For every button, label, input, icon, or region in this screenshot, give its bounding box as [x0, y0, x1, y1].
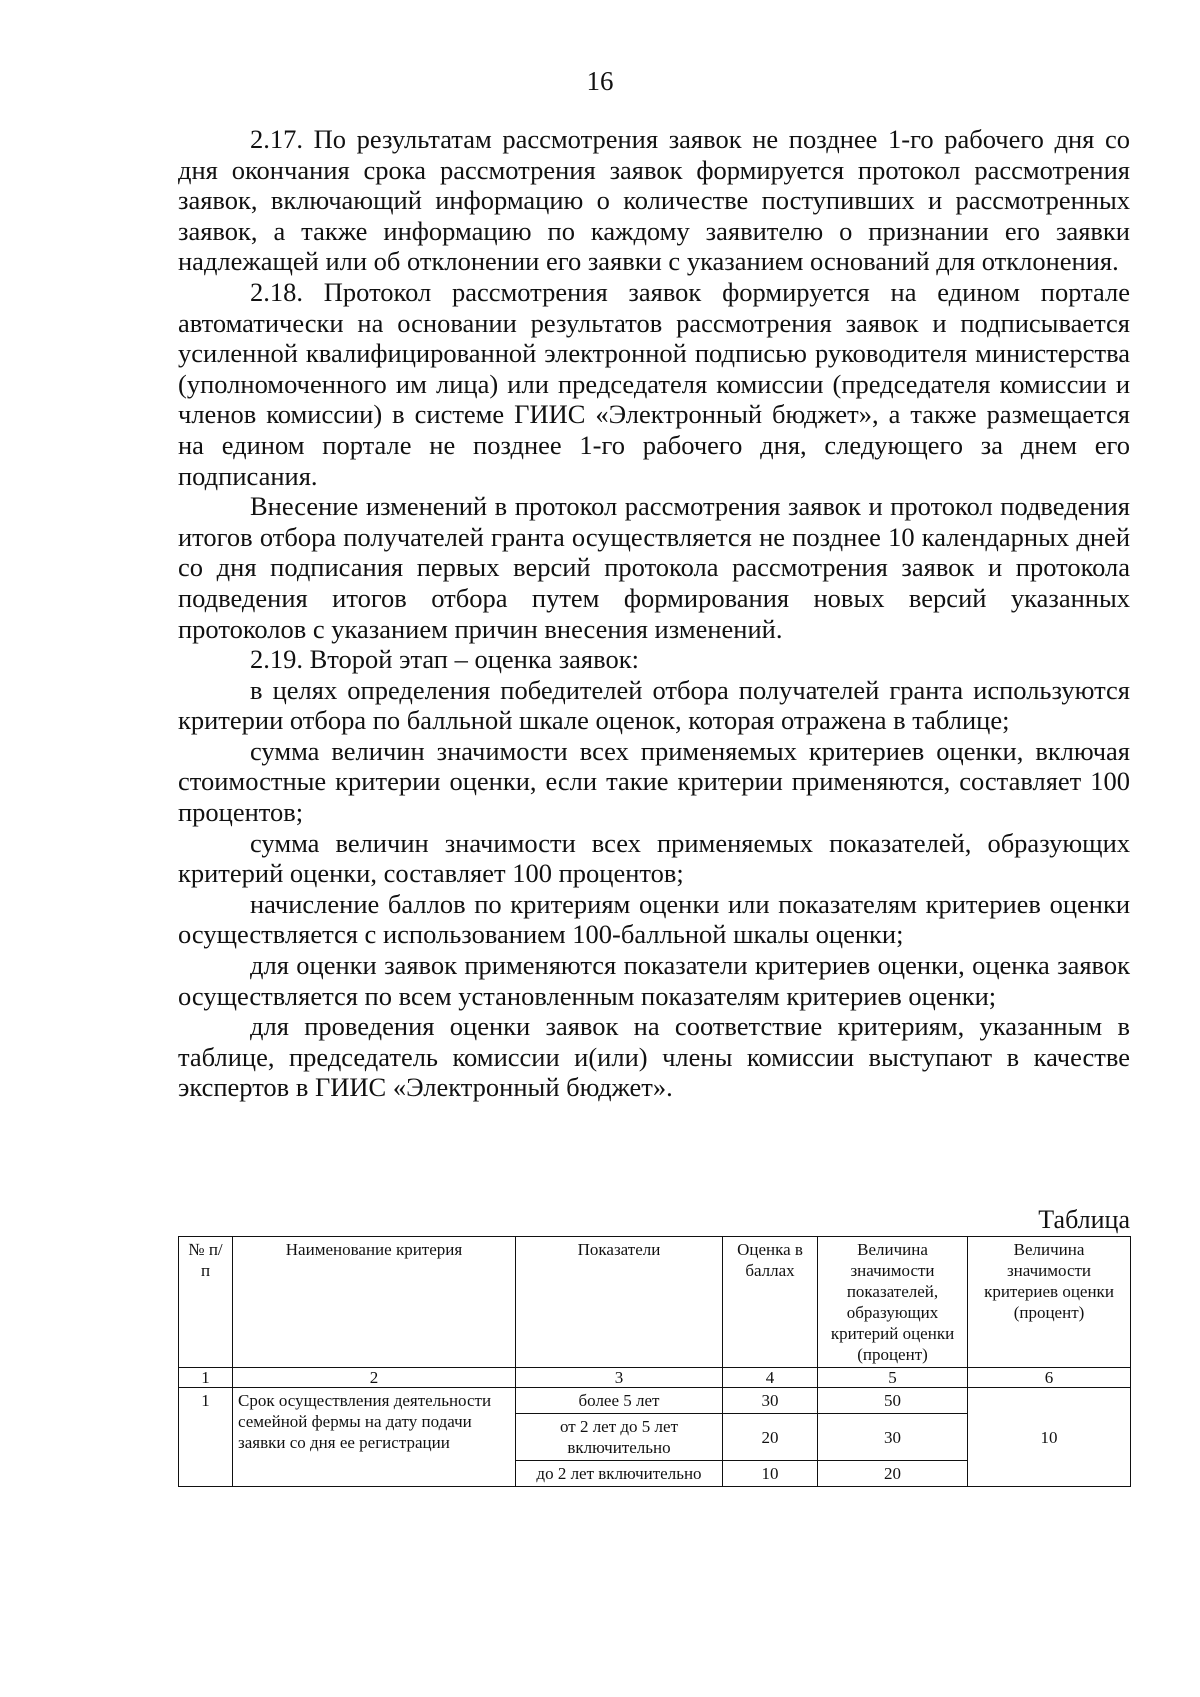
row-number: 1	[179, 1388, 233, 1487]
header-indicators: Показатели	[516, 1237, 723, 1368]
paragraph-criteria-sum: сумма величин значимости всех применяемых критериев оценки, включая стоимостные критерии оценки, если такие критерии применяются, составляет 100 процентов;	[178, 735, 1130, 828]
criterion-name: Срок осуществления деятельности семейной фермы на дату подачи заявки со дня ее регистрации	[233, 1388, 516, 1487]
paragraph-2-17: 2.17. По результатам рассмотрения заявок не позднее 1-го рабочего дня со дня окончания срока рассмотрения заявок формируется протокол рассмотрения заявок, включающий информацию о количестве поступивших и рассмотренных заявок, а также информацию по каждому заявителю о признании его заявки надлежащей или об отклонении его заявки с указанием оснований для отклонения.	[178, 124, 1130, 277]
column-number: 1	[179, 1368, 233, 1388]
table-row	[179, 1388, 1131, 1414]
indicator-weight: 50	[818, 1388, 968, 1414]
paragraph-indicators-sum: сумма величин значимости всех применяемых показателей, образующих критерий оценки, составляет 100 процентов;	[178, 827, 1130, 889]
paragraph-experts: для проведения оценки заявок на соответствие критериям, указанным в таблице, председатель комиссии и(или) члены комиссии выступают в качестве экспертов в ГИИС «Электронный бюджет».	[178, 1011, 1130, 1103]
table-caption: Таблица	[1038, 1205, 1130, 1234]
indicator-score: 20	[723, 1414, 818, 1461]
column-number: 2	[233, 1368, 516, 1388]
paragraph-assessment: для оценки заявок применяются показатели критериев оценки, оценка заявок осуществляется по всем установленным показателям критериев оценки;	[178, 950, 1130, 1011]
column-number: 5	[818, 1368, 968, 1388]
indicator-weight: 20	[818, 1461, 968, 1487]
body-text	[178, 124, 1130, 1103]
header-criterion-name: Наименование критерия	[233, 1237, 516, 1368]
page-number: 16	[586, 66, 614, 96]
criterion-weight: 10	[968, 1388, 1131, 1487]
paragraph-scoring: начисление баллов по критериям оценки или показателям критериев оценки осуществляется с использованием 100-балльной шкалы оценки;	[178, 888, 1130, 950]
header-number: № п/п	[179, 1237, 233, 1368]
indicator-label: более 5 лет	[516, 1388, 723, 1414]
column-number-row	[179, 1368, 1131, 1388]
header-criterion-weight: Величина значимости критериев оценки (процент)	[968, 1237, 1131, 1368]
paragraph-2-19: 2.19. Второй этап – оценка заявок:	[250, 644, 639, 675]
column-number: 6	[968, 1368, 1131, 1388]
indicator-label: от 2 лет до 5 лет включительно	[516, 1414, 723, 1461]
column-number: 3	[516, 1368, 723, 1388]
column-number: 4	[723, 1368, 818, 1388]
indicator-label: до 2 лет включительно	[516, 1461, 723, 1487]
indicator-weight: 30	[818, 1414, 968, 1461]
header-indicator-weight: Величина значимости показателей, образующих критерий оценки (процент)	[818, 1237, 968, 1368]
table-header-row	[179, 1237, 1131, 1368]
paragraph-2-18: 2.18. Протокол рассмотрения заявок формируется на едином портале автоматически на основании результатов рассмотрения заявок и подписывается усиленной квалифицированной электронной подписью руководителя министерства (уполномоченного им лица) или председателя комиссии (председателя комиссии и членов комиссии) в системе ГИИС «Электронный бюджет», а также размещается на едином портале не позднее 1-го рабочего дня, следующего за днем его подписания.	[178, 276, 1130, 491]
criteria-table	[178, 1236, 1131, 1487]
paragraph-protocol-changes: Внесение изменений в протокол рассмотрения заявок и протокол подведения итогов отбора получателей гранта осуществляется не позднее 10 календарных дней со дня подписания первых версий протокола рассмотрения заявок и протокола подведения итогов отбора путем формирования новых версий указанных протоколов с указанием причин внесения изменений.	[178, 491, 1130, 644]
indicator-score: 10	[723, 1461, 818, 1487]
header-score: Оценка в баллах	[723, 1237, 818, 1368]
indicator-score: 30	[723, 1388, 818, 1414]
paragraph-criteria-scale: в целях определения победителей отбора получателей гранта используются критерии отбора по балльной шкале оценок, которая отражена в таблице;	[178, 674, 1130, 736]
